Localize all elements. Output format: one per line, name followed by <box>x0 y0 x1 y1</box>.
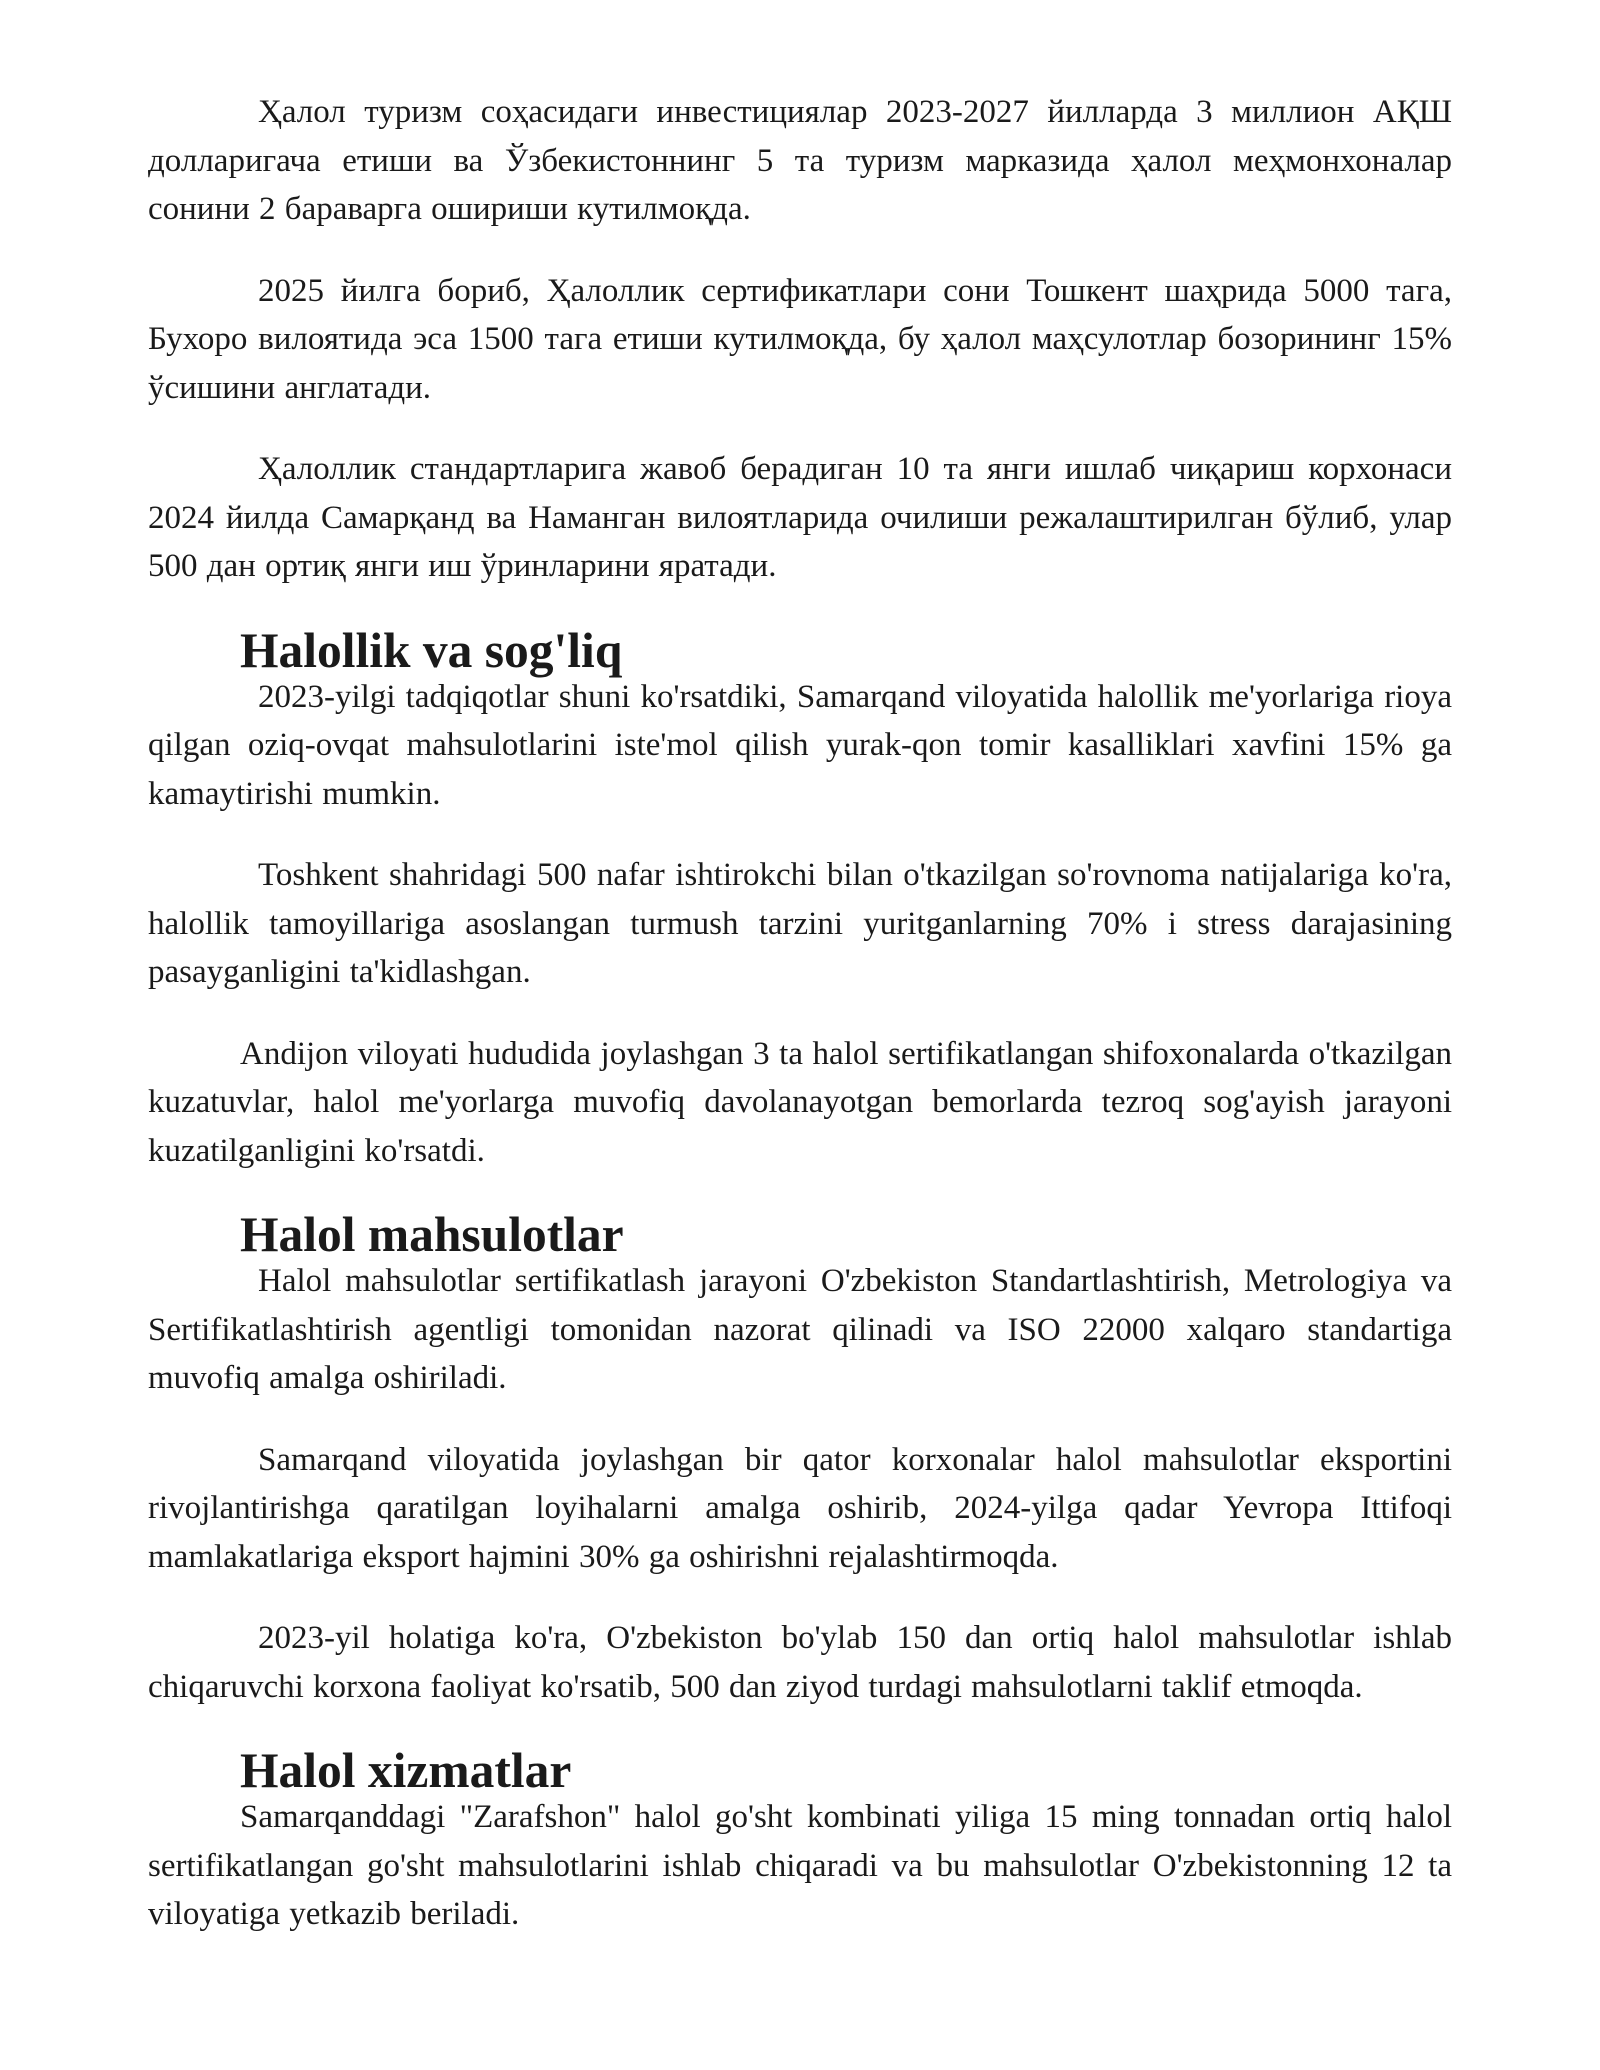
heading-halol-mahsulotlar: Halol mahsulotlar <box>240 1207 624 1262</box>
paragraph-new-enterprises: Ҳалоллик стандартларига жавоб берадиган 10 та янги ишлаб чиқариш корхонаси 2024 йилда Самарқанд ва Наманган вилоятларида очилиши режалаштирилган бўлиб, улар 500 дан ортиқ янги иш ўринларини яратади. <box>148 451 1452 584</box>
paragraph-halal-tourism-investment: Ҳалол туризм соҳасидаги инвестициялар 2023-2027 йилларда 3 миллион АҚШ долларигача етиши ва Ўзбекистоннинг 5 та туризм марказида ҳалол меҳмонхоналар сонини 2 бараварга ошириши кутилмоқда. <box>148 94 1452 227</box>
paragraph-halal-certificates: 2025 йилга бориб, Ҳалоллик сертификатлари сони Тошкент шаҳрида 5000 тага, Бухоро вилоятида эса 1500 тага етиши кутилмоқда, бу ҳалол маҳсулотлар бозорининг 15% ўсишини англатади. <box>148 272 1452 406</box>
paragraph-services-zarafshon: Samarqanddagi "Zarafshon" halol go'sht kombinati yiliga 15 ming tonnadan ortiq halol sertifikatlangan go'sht mahsulotlarini ishlab chiqaradi va bu mahsulotlar O'zbekistonning 12 ta viloyatiga yetkazib beriladi. <box>148 1799 1452 1932</box>
paragraph-products-certification: Halol mahsulotlar sertifikatlash jarayoni O'zbekiston Standartlashtirish, Metrologiya va Sertifikatlashtirish agentligi tomonidan nazorat qilinadi va ISO 22000 xalqaro standartiga muvofiq amalga oshiriladi. <box>148 1263 1452 1396</box>
heading-halol-xizmatlar: Halol xizmatlar <box>240 1743 572 1798</box>
document-page <box>148 88 1452 1939</box>
paragraph-products-enterprises: 2023-yil holatiga ko'ra, O'zbekiston bo'ylab 150 dan ortiq halol mahsulotlar ishlab chiqaruvchi korxona faoliyat ko'rsatib, 500 dan ziyod turdagi mahsulotlarni taklif etmoqda. <box>148 1620 1452 1705</box>
paragraph-health-survey: Toshkent shahridagi 500 nafar ishtirokchi bilan o'tkazilgan so'rovnoma natijalariga ko'ra, halollik tamoyillariga asoslangan turmush tarzini yuritganlarning 70% i stress darajasining pasayganligini ta'kidlashgan. <box>148 857 1452 990</box>
paragraph-products-export: Samarqand viloyatida joylashgan bir qator korxonalar halol mahsulotlar eksportini rivojlantirishga qaratilgan loyihalarni amalga oshirib, 2024-yilga qadar Yevropa Ittifoqi mamlakatlariga eksport hajmini 30% ga oshirishni rejalashtirmoqda. <box>148 1441 1452 1575</box>
heading-halollik-va-sogliq: Halollik va sog'liq <box>240 622 623 678</box>
paragraph-health-hospitals: Andijon viloyati hududida joylashgan 3 ta halol sertifikatlangan shifoxonalarda o'tkazilgan kuzatuvlar, halol me'yorlarga muvofiq davolanayotgan bemorlarda tezroq sog'ayish jarayoni kuzatilganligini ko'rsatdi. <box>148 1035 1452 1169</box>
paragraph-health-research: 2023-yilgi tadqiqotlar shuni ko'rsatdiki, Samarqand viloyatida halollik me'yorlariga rioya qilgan oziq-ovqat mahsulotlarini iste'mol qilish yurak-qon tomir kasalliklari xavfini 15% ga kamaytirishi mumkin. <box>148 678 1452 812</box>
